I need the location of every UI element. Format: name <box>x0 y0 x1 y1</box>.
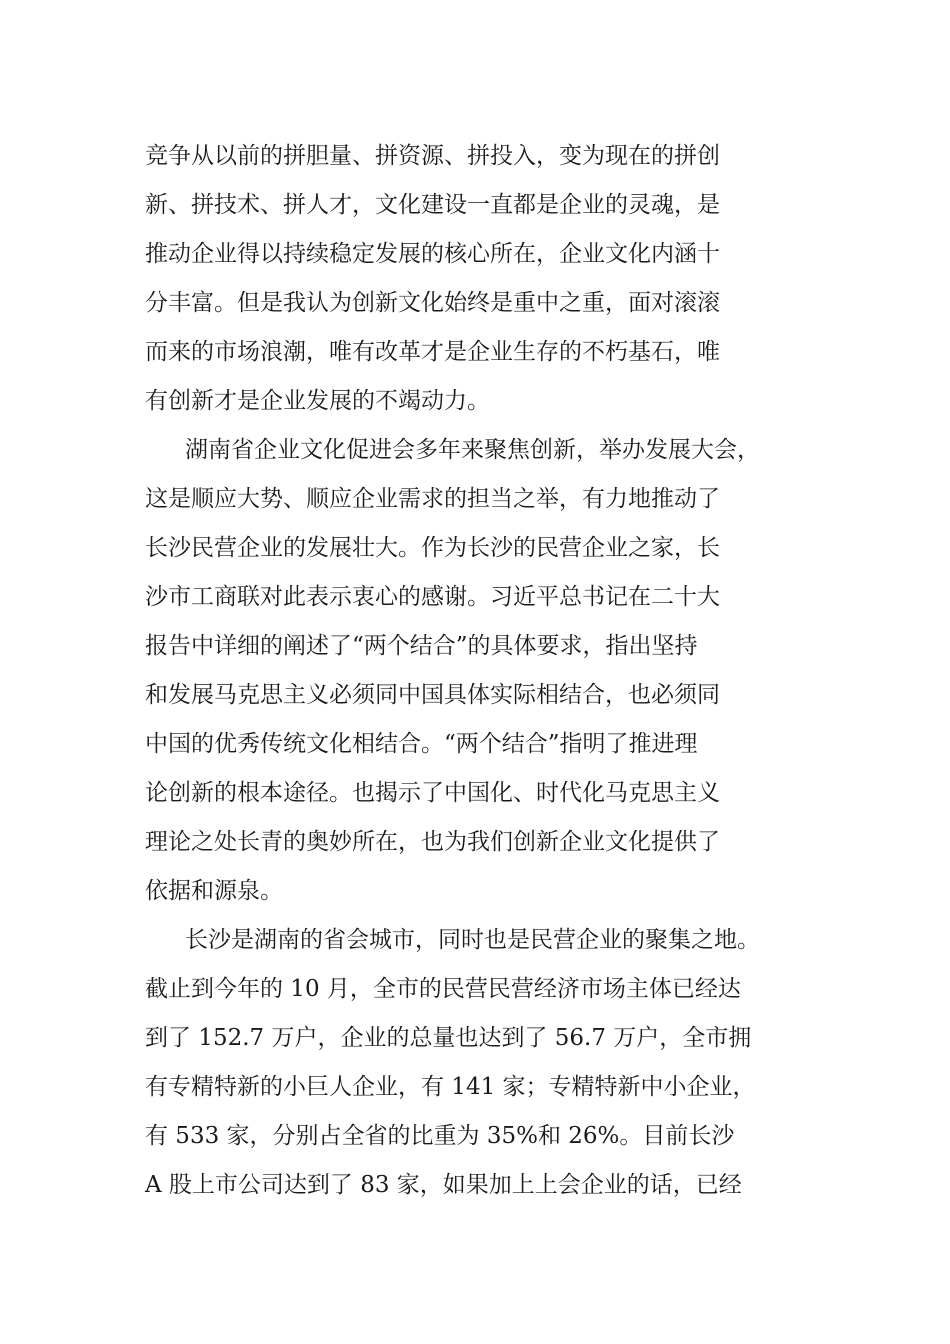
paragraph-line: 而来的市场浪潮，唯有改革才是企业生存的不朽基石，唯 <box>145 339 720 365</box>
paragraph-line: 中国的优秀传统文化相结合。“两个结合”指明了推进理 <box>145 731 698 757</box>
paragraph-line: 到了 152.7 万户，企业的总量也达到了 56.7 万户，全市拥 <box>145 1025 752 1051</box>
paragraph-line: 理论之处长青的奥妙所在，也为我们创新企业文化提供了 <box>145 829 720 855</box>
paragraph-2 <box>145 426 825 916</box>
paragraph-line: 新、拼技术、拼人才，文化建设一直都是企业的灵魂，是 <box>145 192 720 218</box>
paragraph-line: 依据和源泉。 <box>145 878 283 904</box>
paragraph-line: 推动企业得以持续稳定发展的核心所在，企业文化内涵十 <box>145 241 720 267</box>
paragraph-line: 长沙是湖南的省会城市，同时也是民营企业的聚集之地。 <box>185 927 760 953</box>
paragraph-line: 报告中详细的阐述了“两个结合”的具体要求，指出坚持 <box>145 633 698 659</box>
paragraph-line: 有 533 家，分别占全省的比重为 35%和 26%。目前长沙 <box>145 1123 735 1149</box>
document-body <box>145 132 825 1210</box>
paragraph-line: 这是顺应大势、顺应企业需求的担当之举，有力地推动了 <box>145 486 720 512</box>
paragraph-line: 分丰富。但是我认为创新文化始终是重中之重，面对滚滚 <box>145 290 720 316</box>
paragraph-line: 湖南省企业文化促进会多年来聚焦创新，举办发展大会， <box>185 437 760 463</box>
paragraph-line: 沙市工商联对此表示衷心的感谢。习近平总书记在二十大 <box>145 584 720 610</box>
paragraph-3 <box>145 916 825 1210</box>
paragraph-line: 有专精特新的小巨人企业，有 141 家；专精特新中小企业， <box>145 1074 756 1100</box>
paragraph-line: A 股上市公司达到了 83 家，如果加上上会企业的话，已经 <box>145 1172 742 1198</box>
paragraph-line: 和发展马克思主义必须同中国具体实际相结合，也必须同 <box>145 682 720 708</box>
paragraph-line: 论创新的根本途径。也揭示了中国化、时代化马克思主义 <box>145 780 720 806</box>
paragraph-line: 长沙民营企业的发展壮大。作为长沙的民营企业之家，长 <box>145 535 720 561</box>
paragraph-1 <box>145 132 825 426</box>
paragraph-line: 截止到今年的 10 月，全市的民营民营经济市场主体已经达 <box>145 976 741 1002</box>
paragraph-line: 竞争从以前的拼胆量、拼资源、拼投入，变为现在的拼创 <box>145 143 720 169</box>
paragraph-line: 有创新才是企业发展的不竭动力。 <box>145 388 490 414</box>
